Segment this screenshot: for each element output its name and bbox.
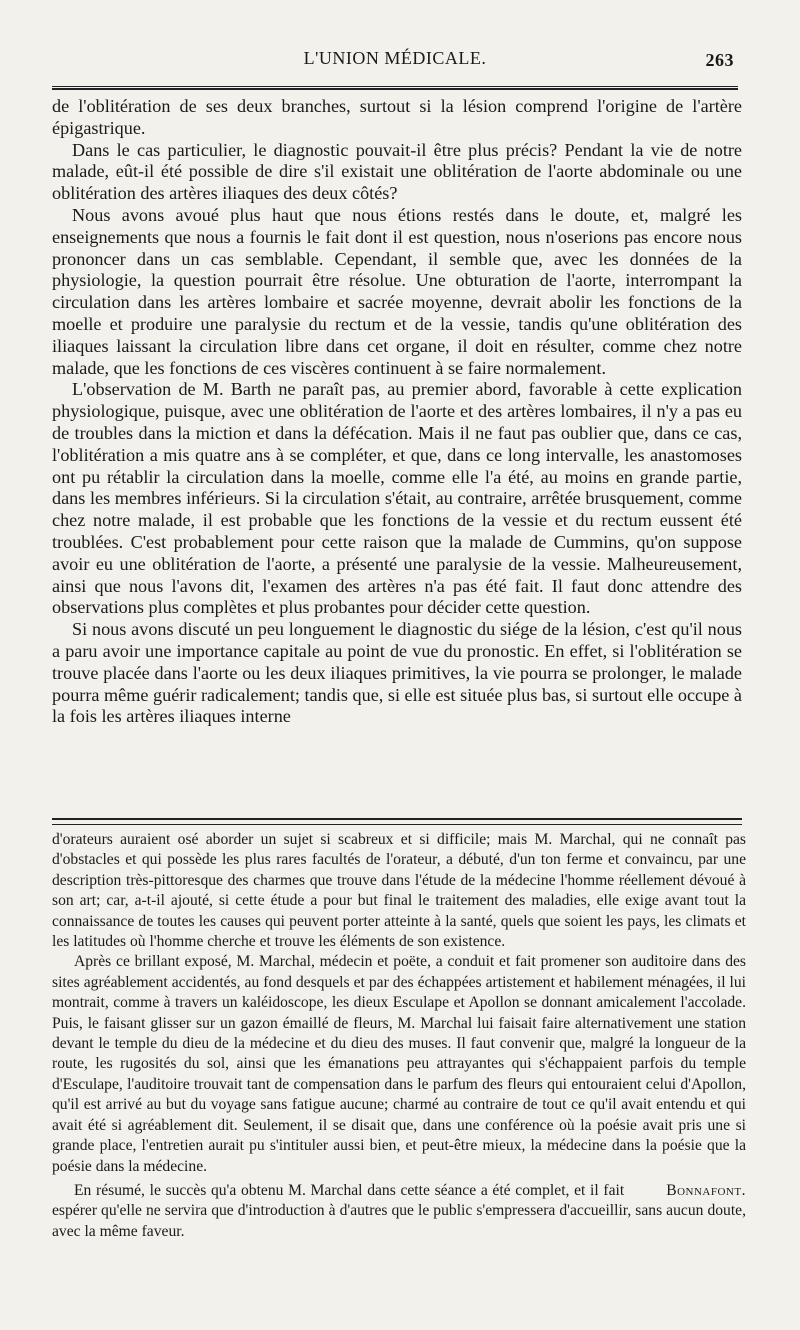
paragraph: L'observation de M. Barth ne paraît pas, au premier abord, favorable à cette explication physiologique, puisque, avec une oblitération de l'aorte et des artères lombaires, il n'y a pas eu de troubles dans la miction et dans la défécation. Mais il ne faut pas oublier que, dans ce cas, l'oblitération a mis quatre ans à se compléter, et que, dans ce long intervalle, les anastomoses ont pu rétablir la circulation dans la moelle, comme elle l'a été, au moins en grande partie, dans les membres inférieurs. Si la circulation s'était, au contraire, arrêtée brusquement, comme chez notre malade, il est probable que les fonctions de la vessie et du rectum eussent été troublées. C'est probablement pour cette raison que la malade de Cummins, qu'on suppose avoir eu une oblitération de l'aorte, a présenté une paralysie de la vessie. Malheureusement, ainsi que nous l'avons dit, l'examen des artères n'a pas été fait. Il faut donc attendre des observations plus complètes et plus probantes pour décider cette question. [52,379,742,618]
paragraph: de l'oblitération de ses deux branches, surtout si la lésion comprend l'origine de l'artère épigastrique. [52,96,742,138]
paragraph: Dans le cas particulier, le diagnostic pouvait-il être plus précis? Pendant la vie de notre malade, eût-il été possible de dire s'il existait une oblitération de l'aorte abdominale ou une oblitération des artères iliaques des deux côtés? [52,139,742,204]
paragraph: En résumé, le succès qu'a obtenu M. Marchal dans cette séance a été complet, et il fait espérer qu'elle ne servira que d'introduction à d'autres que le public s'empressera d'accueillir, sans aucun doute, avec la même faveur. [52,1181,746,1240]
feuilleton-divider [52,818,742,825]
page-number: 263 [705,50,734,70]
paragraph: Nous avons avoué plus haut que nous étions restés dans le doute, et, malgré les enseignements que nous a fournis le fait dont il est question, nous n'oserions pas encore nous prononcer dans un cas semblable. Cependant, il semble que, avec les données de la physiologie, la question pourrait être résolue. Une obturation de l'aorte, interrompant la circulation dans les artères lombaire et sacrée moyenne, devrait abolir les fonctions de la moelle et produire une paralysie du rectum et de la vessie, tandis qu'une oblitération des iliaques laissant la circulation libre dans cet organe, il doit en résulter, comme chez notre malade, que les fonctions de ces viscères continuent à se faire normalement. [52,204,742,378]
paragraph: d'orateurs auraient osé aborder un sujet si scabreux et si difficile; mais M. Marchal, qui ne connaît pas d'obstacles et qui possède les plus rares facultés de l'orateur, a débuté, d'un ton ferme et convaincu, par une description très-pittoresque des charmes que trouve dans l'étude de la médecine l'homme réellement dévoué à son art; car, a-t-il ajouté, si cette étude a pour but final le traitement des maladies, elle exige avant tout la connaissance de toutes les causes qui peuvent porter atteinte à la santé, quels que soient les pays, les climats et les latitudes où l'homme cherche et trouve les éléments de son existence. [52,831,746,951]
paragraph: Si nous avons discuté un peu longuement le diagnostic du siége de la lésion, c'est qu'il nous a paru avoir une importance capitale au point de vue du pronostic. En effet, si l'oblitération se trouve placée dans l'aorte ou les deux iliaques primitives, la vie pourra se prolonger, le malade pourra même guérir radicalement; tandis que, si elle est située plus bas, si surtout elle occupe à la fois les artères iliaques interne [52,619,742,727]
header-rule [52,86,738,90]
paragraph: Après ce brillant exposé, M. Marchal, médecin et poëte, a conduit et fait promener son auditoire dans des sites agréablement accidentés, au fond desquels et par des échappées artistement et habilement ménagées, il lui montrait, comme à travers un kaléidoscope, les dieux Esculape et Apollon se donnant amicalement l'accolade. Puis, le faisant glisser sur un gazon émaillé de fleurs, M. Marchal lui faisait faire alternativement une station devant le temple du dieu de la médecine et du dieu des muses. Il faut convenir que, malgré la longueur de la route, les rugosités du sol, ainsi que les émanations peu attrayantes qui s'échappaient parfois du temple d'Esculape, l'auditoire trouvait tant de compensation dans le parfum des fleurs qui entouraient celui d'Apollon, qu'il est arrivé au but du voyage sans fatigue aucune; charmé au contraire de tout ce qu'il avait entendu et qui avait été si agréablement dit. Seulement, il se disait que, dans une conférence où la poésie avait pris une si grande place, l'entretien aurait pu s'intituler aussi bien, et peut-être mieux, la médecine dans la poésie que la poésie dans la médecine. [52,953,746,1175]
closing-paragraph [52,1181,746,1242]
main-article-text [52,96,742,728]
feuilleton-text [52,830,746,1242]
author-signature: Bonnafont. [666,1181,746,1199]
running-header [52,46,738,76]
journal-title: L'UNION MÉDICALE. [303,48,487,68]
